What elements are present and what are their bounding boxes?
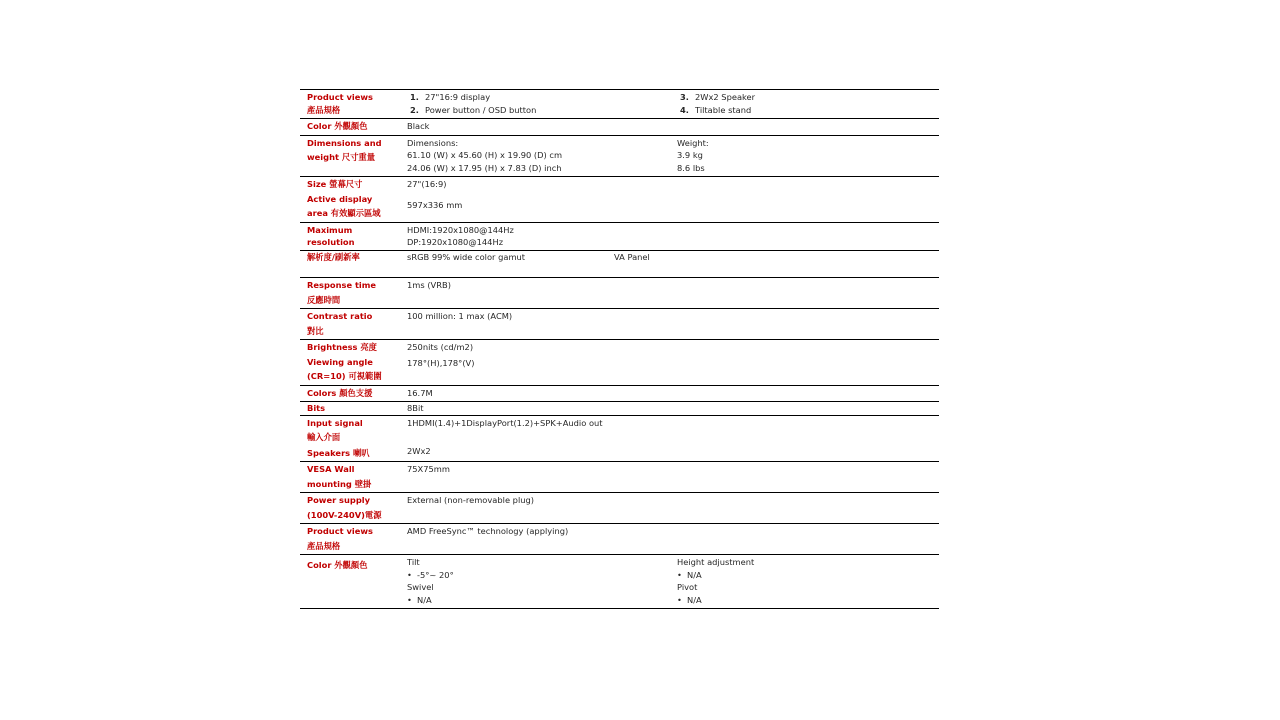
- list-item: [677, 104, 939, 117]
- label-text: (CR=10) 可視範圍: [307, 371, 382, 381]
- item-number: 4.: [680, 104, 689, 115]
- tilt-swivel-value: [407, 555, 677, 609]
- list-item: [677, 594, 939, 607]
- row-response: [300, 278, 939, 309]
- gamut-pair: [407, 251, 939, 264]
- label-text: Speakers 喇叭: [307, 447, 370, 458]
- value-text: -5°~ 20°: [417, 569, 454, 580]
- resolution-value: [407, 222, 939, 278]
- label-colors: [300, 385, 407, 402]
- label-text: Contrast ratio: [307, 311, 373, 321]
- label-vesa: [300, 462, 407, 493]
- value-text: 75X75mm: [407, 464, 450, 474]
- label-product-views: [300, 90, 407, 119]
- value-text: Dimensions:: [407, 137, 459, 148]
- label-text: weight 尺寸重量: [307, 152, 376, 162]
- value-text: 61.10 (W) x 45.60 (H) x 19.90 (D) cm: [407, 150, 563, 160]
- label-brightness: [300, 340, 407, 386]
- dimensions-value: [407, 135, 677, 177]
- value-text: N/A: [687, 569, 702, 580]
- value-text: 8Bit: [407, 403, 424, 413]
- label-text: Response time: [307, 280, 377, 290]
- spec-table: [300, 89, 939, 609]
- label-text: resolution: [307, 237, 355, 247]
- spacer: [307, 263, 407, 275]
- contrast-value: [407, 309, 939, 340]
- value-text: DP:1920x1080@144Hz: [407, 237, 504, 247]
- value-text: External (non-removable plug): [407, 495, 535, 505]
- value-text: Pivot: [677, 582, 698, 592]
- value-text: Height adjustment: [677, 557, 755, 567]
- size-value: [407, 177, 939, 223]
- item-text: 27"16:9 display: [425, 92, 491, 102]
- value-text: HDMI:1920x1080@144Hz: [407, 224, 514, 235]
- value-text: sRGB 99% wide color gamut: [407, 251, 526, 262]
- row-vesa: [300, 462, 939, 493]
- label-color: [300, 119, 407, 136]
- bullet-icon: •: [677, 594, 682, 605]
- label-text: area 有效顯示區域: [307, 208, 381, 218]
- label-text: 反應時間: [307, 294, 341, 305]
- bullet-icon: •: [677, 569, 682, 580]
- value-text: VA Panel: [614, 251, 650, 262]
- label-text: mounting 壁掛: [307, 478, 372, 489]
- product-views-right: [677, 90, 939, 119]
- label-contrast: [300, 309, 407, 340]
- weight-value: [677, 135, 939, 177]
- label-text: 輸入介面: [307, 432, 341, 442]
- label-color-2: [300, 555, 407, 609]
- label-text: Bits: [307, 403, 326, 413]
- item-text: Tiltable stand: [695, 104, 752, 115]
- freesync-value: [407, 524, 939, 555]
- item-text: Power button / OSD button: [425, 104, 537, 115]
- label-text: Color 外觀顏色: [307, 560, 368, 570]
- value-text: 1HDMI(1.4)+1DisplayPort(1.2)+SPK+Audio out: [407, 417, 603, 428]
- list-item: [407, 569, 677, 582]
- list-item: [677, 569, 939, 582]
- value-text: 3.9 kg: [677, 150, 703, 160]
- item-text: 2Wx2 Speaker: [695, 92, 756, 102]
- list-item: [677, 91, 939, 104]
- row-product-views-2: [300, 524, 939, 555]
- label-response: [300, 278, 407, 309]
- label-text: 解析度/刷新率: [307, 251, 360, 262]
- value-text: 8.6 lbs: [677, 162, 705, 173]
- value-text: Weight:: [677, 137, 709, 148]
- row-size: [300, 177, 939, 223]
- response-value: [407, 278, 939, 309]
- bullet-icon: •: [407, 569, 412, 580]
- value-text: AMD FreeSync™ technology (applying): [407, 526, 569, 536]
- row-resolution: [300, 222, 939, 278]
- label-text: Colors 顏色支援: [307, 387, 373, 398]
- label-text: Input signal: [307, 417, 363, 428]
- label-text: Product views: [307, 92, 373, 102]
- label-size: [300, 177, 407, 223]
- row-power: [300, 493, 939, 524]
- value-text: 27"(16:9): [407, 179, 447, 189]
- value-text: Swivel: [407, 582, 434, 592]
- label-bits: [300, 402, 407, 416]
- bits-value: [407, 402, 939, 416]
- input-value: [407, 415, 939, 462]
- label-text: Viewing angle: [307, 356, 373, 367]
- row-input: [300, 415, 939, 462]
- list-item: [407, 594, 677, 607]
- row-contrast: [300, 309, 939, 340]
- colors-value: [407, 385, 939, 402]
- value-text: 250nits (cd/m2): [407, 342, 474, 352]
- label-text: Color 外觀顏色: [307, 121, 368, 131]
- height-pivot-value: [677, 555, 939, 609]
- value-text: 1ms (VRB): [407, 280, 451, 290]
- label-text: VESA Wall: [307, 464, 355, 474]
- row-bits: [300, 402, 939, 416]
- gamut-line: [300, 250, 939, 264]
- label-dimensions: [300, 135, 407, 177]
- list-item: [407, 104, 677, 117]
- value-text: 100 million: 1 max (ACM): [407, 311, 513, 321]
- bullet-icon: •: [407, 594, 412, 605]
- label-product-views-2: [300, 524, 407, 555]
- value-text: 24.06 (W) x 17.95 (H) x 7.83 (D) inch: [407, 162, 562, 173]
- value-text: 597x336 mm: [407, 199, 463, 210]
- label-text: Maximum: [307, 224, 353, 235]
- label-input: [300, 415, 407, 462]
- vesa-value: [407, 462, 939, 493]
- label-text: Brightness 亮度: [307, 342, 377, 352]
- value-text: Black: [407, 121, 430, 131]
- label-text: 產品規格: [307, 104, 341, 115]
- label-power: [300, 493, 407, 524]
- item-number: 1.: [410, 92, 419, 102]
- value-text: 178°(H),178°(V): [407, 357, 475, 368]
- color-value: [407, 119, 939, 136]
- row-color: [300, 119, 939, 136]
- label-text: Active display: [307, 193, 373, 204]
- value-text: N/A: [417, 594, 432, 605]
- value-text: Tilt: [407, 557, 420, 567]
- value-text: N/A: [687, 594, 702, 605]
- label-text: Product views: [307, 526, 373, 536]
- product-views-left: [407, 90, 677, 119]
- row-colors: [300, 385, 939, 402]
- label-text: Size 螢幕尺寸: [307, 179, 363, 189]
- label-text: Dimensions and: [307, 137, 382, 148]
- row-brightness: [300, 340, 939, 386]
- label-text: 產品規格: [307, 540, 341, 551]
- label-text: Power supply: [307, 495, 371, 505]
- row-dimensions: [300, 135, 939, 177]
- row-color-2: [300, 555, 939, 609]
- value-text: 16.7M: [407, 387, 433, 398]
- brightness-value: [407, 340, 939, 386]
- row-product-views: [300, 90, 939, 119]
- item-number: 3.: [680, 92, 689, 102]
- list-item: [407, 91, 677, 104]
- item-number: 2.: [410, 104, 419, 115]
- label-text: 對比: [307, 325, 324, 336]
- power-value: [407, 493, 939, 524]
- value-text: 2Wx2: [407, 446, 431, 456]
- label-text: (100V-240V)電源: [307, 509, 382, 520]
